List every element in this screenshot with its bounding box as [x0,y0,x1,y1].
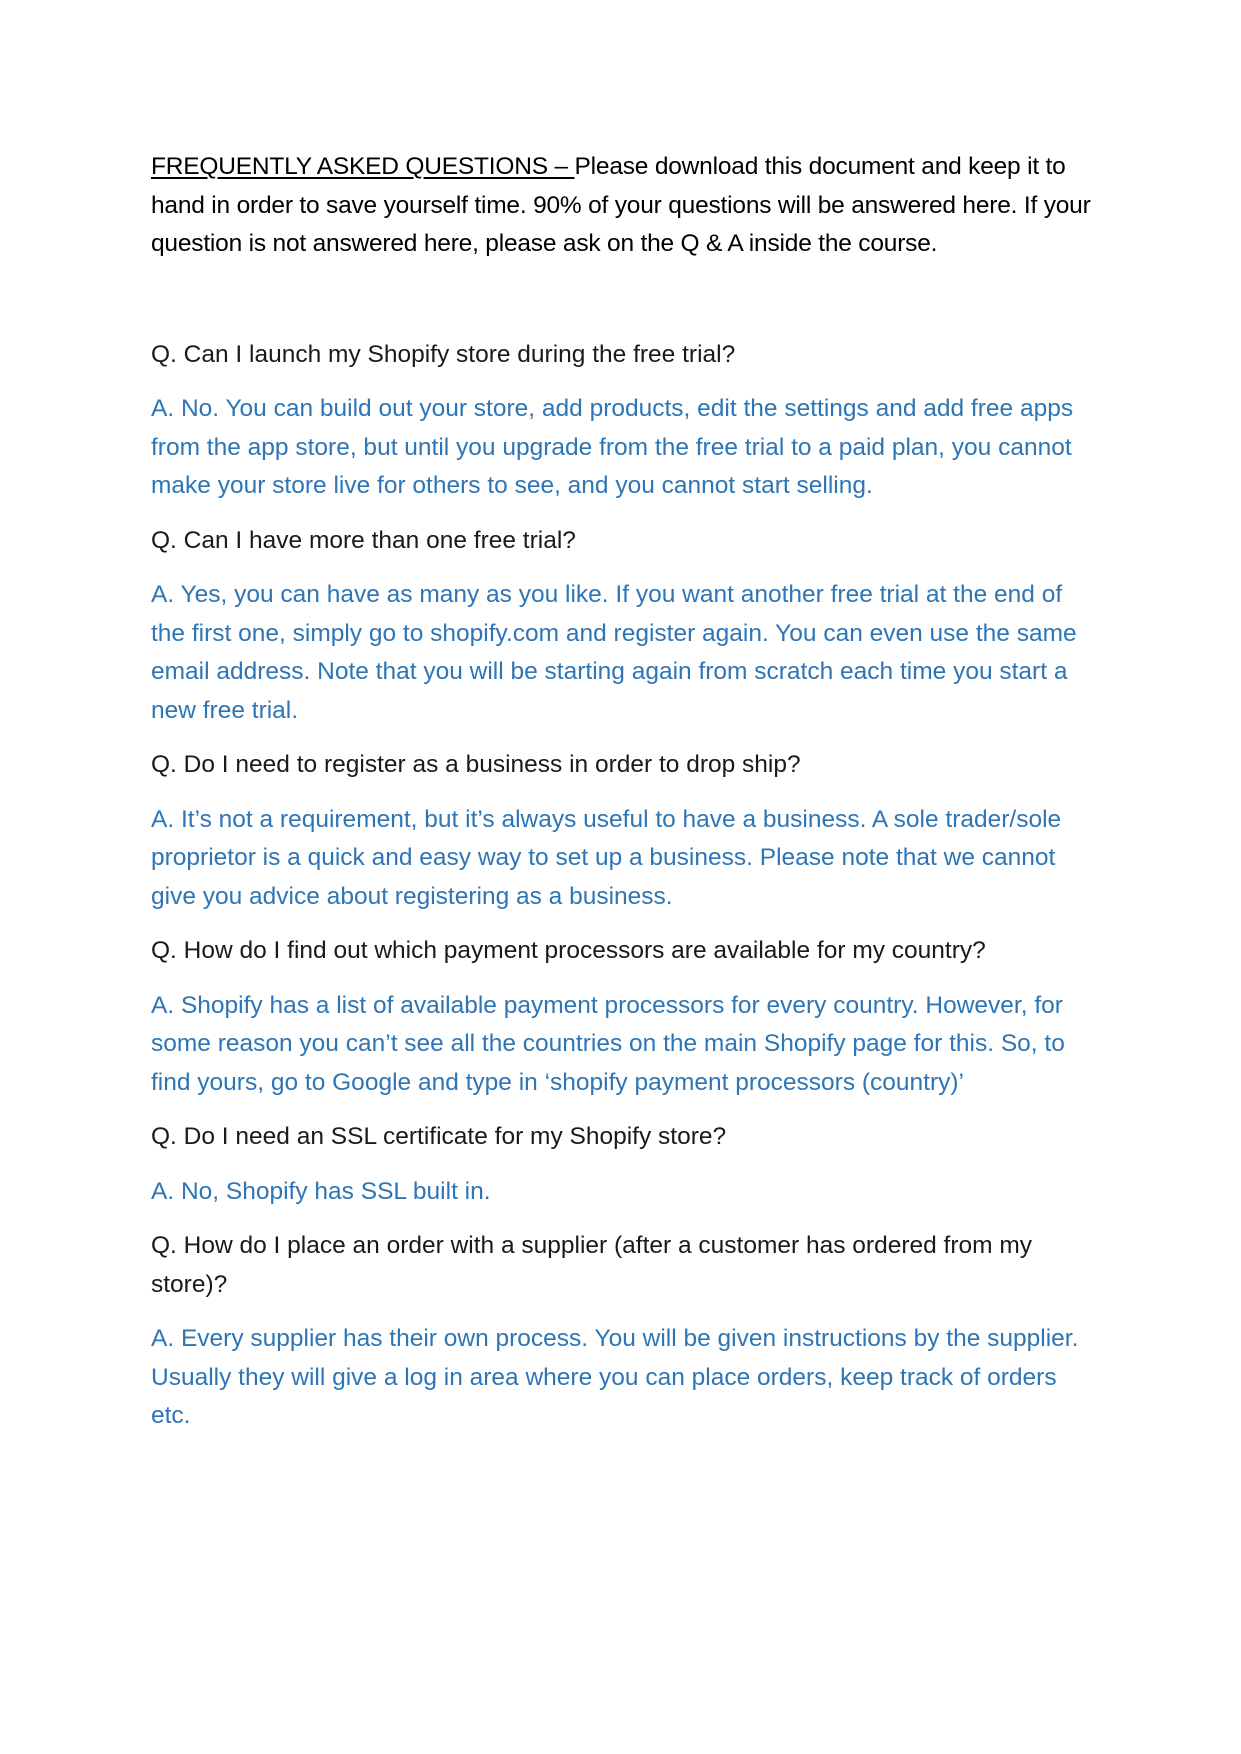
intro-paragraph [151,148,1101,264]
faq-question: Q. How do I find out which payment processors are available for my country? [151,937,986,964]
faq-question: Q. Do I need to register as a business in order to drop ship? [151,751,801,778]
faq-question: Q. Can I launch my Shopify store during the free trial? [151,340,736,368]
faq-answer: A. No, Shopify has SSL built in. [151,1177,491,1205]
faq-answer: A. It’s not a requirement, but it’s always useful to have a business. A sole trader/sole proprietor is a quick and easy way to set up a business. Please note that we cannot give you advice about registering as a business. [151,805,1062,910]
faq-question: Q. How do I place an order with a supplier (after a customer has ordered from my store)? [151,1232,1033,1298]
faq-answer: A. Every supplier has their own process. You will be given instructions by the supplier. Usually they will give a log in area where you can place orders, keep track of orders etc. [151,1325,1079,1429]
faq-item [151,522,1101,731]
intro-text: Please download this document and keep it to hand in order to save yourself time. 90% of your questions will be answered here. If your question is not answered here, please ask on the Q & A inside the course. [151,153,1091,257]
faq-answer: A. Shopify has a list of available payment processors for every country. However, for some reason you can’t see all the countries on the main Shopify page for this. So, to find yours, go to Google and type in ‘shopify payment processors (country)’ [151,991,1065,1096]
faq-document [151,148,1101,1452]
faq-item [151,336,1101,506]
faq-heading: FREQUENTLY ASKED QUESTIONS – [151,153,575,180]
faq-question: Q. Do I need an SSL certificate for my Shopify store? [151,1123,727,1150]
faq-question: Q. Can I have more than one free trial? [151,526,576,554]
faq-item [151,1118,1101,1211]
faq-answer: A. Yes, you can have as many as you like. If you want another free trial at the end of the first one, simply go to shopify.com and register again. You can even use the same email address. Note that you will be starting again from scratch each time you start a new free trial. [151,581,1077,724]
faq-answer: A. No. You can build out your store, add products, edit the settings and add free apps from the app store, but until you upgrade from the free trial to a paid plan, you cannot make your store live for others to see, and you cannot start selling. [151,395,1074,499]
faq-item [151,932,1101,1102]
faq-item [151,746,1101,916]
faq-item [151,1227,1101,1436]
